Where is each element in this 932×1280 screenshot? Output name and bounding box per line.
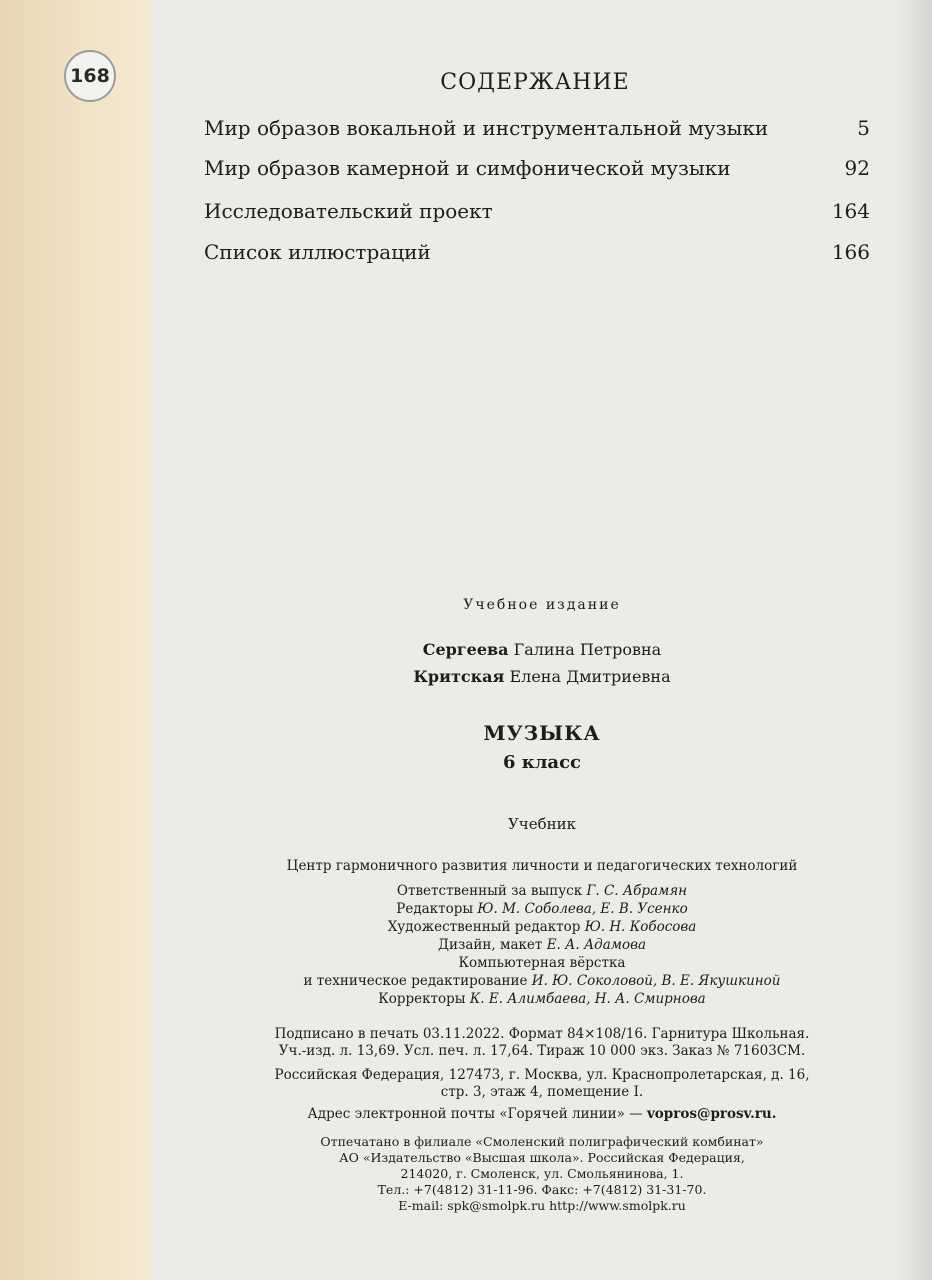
credit-role: Корректоры [378,991,466,1007]
publisher-address-line: стр. 3, этаж 4, помещение I. [440,1084,644,1100]
credit-role: Редакторы [396,901,474,917]
toc-item-title: Список иллюстраций [204,240,431,264]
toc-item-page: 92 [844,156,870,180]
book-title: МУЗЫКА [483,721,601,745]
printer-line: E-mail: spk@smolpk.ru http://www.smolpk.ru [398,1198,686,1213]
toc-item [204,199,870,223]
toc-item-title: Исследовательский проект [204,199,493,223]
page-number: 168 [70,65,110,87]
credit-line [152,955,932,971]
publisher-address-line: Российская Федерация, 127473, г. Москва, ул. Краснопролетарская, д. 16, [274,1067,810,1083]
credit-role: Ответственный за выпуск [396,883,583,899]
author-line [152,640,932,659]
author-line [152,667,932,686]
hotline-email: vopros@prosv.ru. [646,1106,777,1122]
print-info-line: Уч.-изд. л. 13,69. Усл. печ. л. 17,64. Тираж 10 000 экз. Заказ № 71603СМ. [278,1043,806,1059]
credit-role: и техническое редактирование [303,973,528,989]
author-surname: Критская [413,667,505,686]
page-edge-strip [0,0,152,1280]
credit-names: К. Е. Алимбаева, Н. А. Смирнова [469,991,706,1007]
toc-heading: СОДЕРЖАНИЕ [440,70,630,95]
author-surname: Сергеева [422,640,509,659]
credit-line [152,919,932,935]
credit-line [152,901,932,917]
book-kind: Учебник [507,815,577,833]
hotline-line [152,1106,932,1122]
toc-item-page: 164 [831,199,870,223]
page-number-badge [64,50,116,102]
author-given-name: Елена Дмитриевна [509,667,671,686]
author-given-name: Галина Петровна [513,640,662,659]
credit-line [152,937,932,953]
credit-names: Ю. М. Соболева, Е. В. Усенко [477,901,688,917]
credit-role: Компьютерная вёрстка [458,955,626,971]
toc-item-page: 5 [857,116,870,140]
toc-item-title: Мир образов вокальной и инструментальной музыки [204,116,769,140]
credit-names: И. Ю. Соколовой, В. Е. Якушкиной [531,973,781,989]
toc-item-page: 166 [831,240,870,264]
toc-item [204,156,870,180]
credit-names: Ю. Н. Кобосова [584,919,697,935]
credit-line [152,991,932,1007]
toc-item-title: Мир образов камерной и симфонической музыки [204,156,731,180]
credit-line [152,973,932,989]
edition-type: Учебное издание [463,597,621,613]
toc-item [204,240,870,264]
printer-line: Отпечатано в филиале «Смоленский полиграфический комбинат» [320,1134,764,1149]
credit-role: Художественный редактор [387,919,581,935]
credit-role: Дизайн, макет [437,937,543,953]
hotline-label: Адрес электронной почты «Горячей линии» — [307,1106,643,1122]
book-grade: 6 класс [502,752,582,773]
print-info-line: Подписано в печать 03.11.2022. Формат 84×108/16. Гарнитура Школьная. [274,1026,810,1042]
credit-line [152,883,932,899]
publishing-center: Центр гармоничного развития личности и педагогических технологий [286,858,798,874]
printer-line: Тел.: +7(4812) 31-11-96. Факс: +7(4812) 31-31-70. [377,1182,707,1197]
credit-names: Г. С. Абрамян [586,883,688,899]
printer-line: 214020, г. Смоленск, ул. Смольянинова, 1. [400,1166,684,1181]
printer-line: АО «Издательство «Высшая школа». Российская Федерация, [339,1150,745,1165]
toc-item [204,116,870,140]
credit-names: Е. А. Адамова [546,937,647,953]
